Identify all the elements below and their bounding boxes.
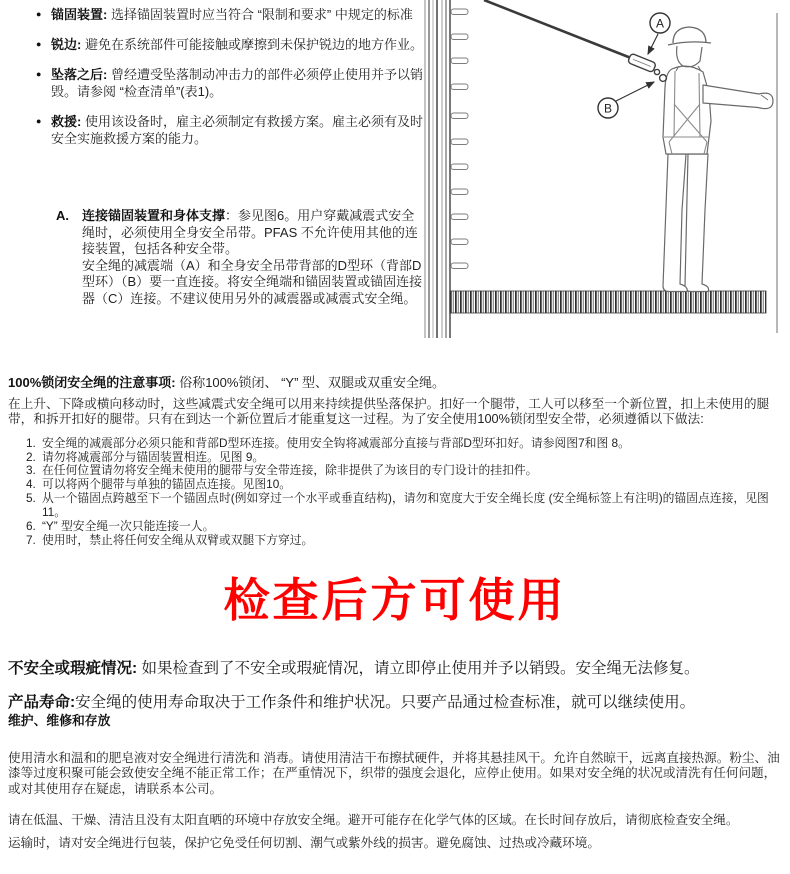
list-item <box>36 113 430 147</box>
callout-b-label: B <box>603 101 613 116</box>
shock-absorber <box>628 53 657 72</box>
list-item <box>8 464 784 478</box>
item-number: 3. <box>26 463 36 478</box>
section-a-intro-paragraph <box>82 208 424 258</box>
bullet-label: 救援: <box>51 114 82 129</box>
item-text: 安全绳的减震部分必须只能和背部D型环连接。使用安全钩将减震部分直接与背部D型环扣好。请参阅图7和图 8。 <box>42 435 630 450</box>
item-number: 4. <box>26 477 36 492</box>
bullet-body: 曾经遭受坠落制动冲击力的部件必须停止使用并予以销毁。请参阅 “检查清单”(表1)。 <box>51 67 423 99</box>
worker-figure <box>660 27 773 292</box>
inspection-warning-text: 检查后方可使用 <box>223 574 567 626</box>
maintenance-storage-paragraph: 请在低温、干燥、清洁且没有太阳直晒的环境中存放安全绳。避开可能存在化学气体的区域。在长时间存放后，请彻底检查安全绳。 <box>8 812 739 827</box>
section-a-detail-paragraph: 安全绳的减震端（A）和全身安全吊带背部的D型环（背部D型环）（B）要一直连接。将安全绳端和锚固装置或锚固连接器（C）连接。不建议使用另外的减震器或减震式安全绳。 <box>82 257 423 306</box>
bullet-icon: ● <box>36 39 42 49</box>
column-pegs <box>451 9 468 269</box>
lifespan-text: 安全绳的使用寿命取决于工作条件和维护状况。只要产品通过检查标准，就可以继续使用。 <box>75 693 696 711</box>
bullet-label: 锐边: <box>51 37 82 52</box>
figure6-drawing <box>420 0 790 345</box>
list-item <box>8 478 784 492</box>
bullet-body: 避免在系统部件可能接触或摩擦到未保护锐边的地方作业。 <box>81 37 423 52</box>
callout-a-label: A <box>655 16 665 31</box>
list-item <box>36 6 430 23</box>
bullet-text <box>51 36 423 53</box>
floor-hatch <box>450 291 766 313</box>
list-item <box>8 451 784 465</box>
item-text: 请勿将减震部分与锚固装置相连。见图 9。 <box>42 449 265 464</box>
section-a-intro: ：参见图6。用户穿戴减震式安全绳时，必须使用全身安全吊带。PFAS 不允许使用其他的连接装置，包括各种安全带。 <box>82 208 418 256</box>
worker-leg-right <box>685 154 709 292</box>
column-structure <box>425 0 450 338</box>
maintenance-heading: 维护、维修和存放 <box>8 713 111 728</box>
worker-leg-left <box>663 154 687 292</box>
item-text: 使用时，禁止将任何安全绳从双臂或双腿下方穿过。 <box>42 532 314 547</box>
item-number: 6. <box>26 519 36 534</box>
section-a-body <box>82 208 424 307</box>
unsafe-label: 不安全或瑕疵情况: <box>8 659 138 677</box>
hard-hat <box>673 27 706 43</box>
lock-section-heading: 100%锁闭安全绳的注意事项: <box>8 375 176 390</box>
item-number: 1. <box>26 435 36 450</box>
list-item <box>8 520 784 534</box>
bullet-icon: ● <box>36 9 42 19</box>
bullet-label: 锚固装置: <box>51 7 108 22</box>
unsafe-condition-line <box>8 659 786 679</box>
lanyard-rope <box>484 0 631 58</box>
list-item <box>36 66 430 100</box>
bullet-body: 选择锚固装置时应当符合 “限制和要求” 中规定的标准 <box>107 7 413 22</box>
item-number: 7. <box>26 532 36 547</box>
callout-a-arrow <box>648 34 658 54</box>
lock-section <box>8 374 784 548</box>
list-item <box>8 437 784 451</box>
worker-face <box>677 46 702 67</box>
item-number: 2. <box>26 449 36 464</box>
worker-arm <box>703 85 773 109</box>
list-item <box>8 492 784 520</box>
back-d-ring <box>660 75 667 82</box>
item-text: “Y” 型安全绳一次只能连接一人。 <box>42 519 215 534</box>
lifespan-label: 产品寿命: <box>8 693 76 711</box>
snap-hook <box>654 69 659 74</box>
figure6-harness-illustration <box>420 0 790 345</box>
list-item <box>36 36 430 53</box>
bullet-icon: ● <box>36 69 42 79</box>
bullet-text <box>51 113 430 147</box>
callout-a <box>648 13 670 54</box>
bullet-label: 坠落之后: <box>51 67 108 82</box>
maintenance-cleaning-paragraph: 使用清水和温和的肥皂液对安全绳进行清洗和 消毒。请使用清洁干布擦拭硬件，并将其悬挂风干。允许自然晾干，远离直接热源。粉尘、油漆等过度积聚可能会致使安全绳不能正常工作；在严重情况下，织带的强度会退化，应停止使用。如果对安全绳的状况或清洗有任何问题，或对其使用存在疑虑，请联系本公司。 <box>8 750 780 796</box>
lock-rules-list <box>8 437 784 548</box>
hard-hat-brim <box>668 42 711 45</box>
item-text: 可以将两个腿带与单独的锚固点连接。见图10。 <box>42 477 292 492</box>
product-lifespan-line <box>8 693 786 713</box>
lock-section-headline <box>8 374 784 392</box>
item-text: 在任何位置请勿将安全绳未使用的腿带与安全带连接，除非提供了为该目的专门设计的挂扣件。 <box>42 463 538 478</box>
callout-b <box>598 82 654 118</box>
bullet-icon: ● <box>36 116 42 126</box>
section-a-index: A. <box>56 208 69 223</box>
list-item <box>8 534 784 548</box>
bullet-body: 使用该设备时，雇主必须制定有救援方案。雇主必须有及时安全实施救援方案的能力。 <box>51 114 423 146</box>
section-a-title: 连接锚固装置和身体支撑 <box>82 208 226 223</box>
maintenance-transport-paragraph: 运输时，请对安全绳进行包装，保护它免受任何切割、潮气或紫外线的损害。避免腐蚀、过热或冷藏环境。 <box>8 835 600 850</box>
item-text: 从一个锚固点跨越至下一个锚固点时(例如穿过一个水平或垂直结构)，请勿和宽度大于安全绳长度 (安全绳标签上有注明)的锚固点连接，见图11。 <box>42 491 769 520</box>
section-a-connect-anchorage <box>56 208 424 307</box>
item-number: 5. <box>26 491 36 506</box>
lock-section-body: 在上升、下降或横向移动时，这些减震式安全绳可以用来持续提供坠落保护。扣好一个腿带，工人可以移至一个新位置，扣上未使用的腿带，和拆开扣好的腿带。只有在到达一个新位置后才能重复这一过程。为了安全使用100%锁闭型安全带，必须遵循以下做法: <box>8 397 770 427</box>
precautions-bullet-list <box>36 6 430 160</box>
bullet-text <box>51 6 413 23</box>
unsafe-text: 如果检查到了不安全或瑕疵情况，请立即停止使用并予以销毁。安全绳无法修复。 <box>137 659 700 677</box>
callout-b-arrow <box>616 82 654 101</box>
bullet-text <box>51 66 430 100</box>
lock-section-alias: 俗称100%锁闭、 “Y” 型、双腿或双重安全绳。 <box>175 375 446 390</box>
